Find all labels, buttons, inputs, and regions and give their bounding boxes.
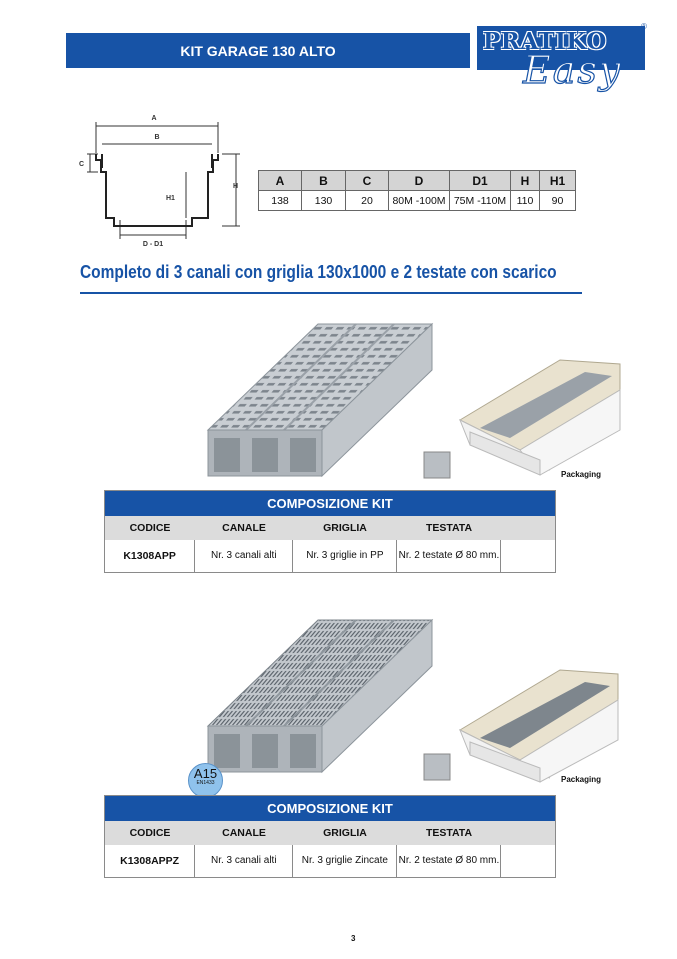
dim-label-h: H <box>233 183 239 190</box>
col-empty <box>501 821 555 845</box>
cell-code: K1308APP <box>105 540 195 572</box>
dimensions-value-row <box>259 191 576 211</box>
cell-testata: Nr. 2 testate Ø 80 mm. <box>397 540 501 572</box>
kit-subtitle: Completo di 3 canali con griglia 130x1000 e 2 testate con scarico <box>80 262 557 282</box>
col-griglia: GRIGLIA <box>323 827 367 839</box>
col-codice: CODICE <box>129 522 171 534</box>
dim-value: 130 <box>302 191 346 211</box>
col-empty <box>501 516 555 540</box>
cell-extra <box>501 845 555 877</box>
cell-canale: Nr. 3 canali alti <box>195 540 293 572</box>
cell-testata: Nr. 2 testate Ø 80 mm. <box>397 845 501 877</box>
col-griglia: GRIGLIA <box>323 522 367 534</box>
cell-canale: Nr. 3 canali alti <box>195 845 293 877</box>
dim-header: H <box>511 171 540 191</box>
page-number: 3 <box>351 934 356 943</box>
kit-galvanized-channels-image <box>200 614 440 776</box>
packaging-label: Packaging <box>561 775 602 784</box>
dim-label-h1: H1 <box>166 195 175 202</box>
kit-composition-table <box>104 795 556 878</box>
dim-value: 75M -110M <box>450 191 511 211</box>
table-row <box>105 845 555 877</box>
cell-code: K1308APPZ <box>105 845 195 877</box>
dim-header: D1 <box>450 171 511 191</box>
channel-section-drawing <box>74 108 249 253</box>
cell-extra <box>501 540 555 572</box>
dimensions-table <box>258 170 576 211</box>
dim-header: B <box>302 171 346 191</box>
page-title: KIT GARAGE 130 ALTO <box>180 42 336 59</box>
dim-value: 20 <box>346 191 389 211</box>
badge-class: A15 <box>193 766 218 781</box>
kit-table-title: COMPOSIZIONE KIT <box>105 796 555 821</box>
packaging-image <box>420 350 625 480</box>
col-canale: CANALE <box>222 827 266 839</box>
pratiko-easy-logo <box>477 22 647 100</box>
page-title-bar <box>66 33 470 68</box>
dim-label-a: A <box>151 115 157 122</box>
logo-registered-mark: ® <box>641 22 647 31</box>
kit-table-header-row <box>105 821 555 845</box>
col-canale: CANALE <box>222 522 266 534</box>
dim-header: H1 <box>540 171 576 191</box>
col-codice: CODICE <box>129 827 171 839</box>
dim-label-c: C <box>79 161 85 168</box>
kit-table-title: COMPOSIZIONE KIT <box>105 491 555 516</box>
table-row <box>105 540 555 572</box>
logo-sub: Easy <box>523 48 623 92</box>
packaging-label: Packaging <box>561 470 602 479</box>
a15-class-badge <box>188 763 223 798</box>
cell-griglia: Nr. 3 griglie Zincate <box>293 845 397 877</box>
dim-header: A <box>259 171 302 191</box>
cell-griglia: Nr. 3 griglie in PP <box>293 540 397 572</box>
logo-brand: PRATIKO <box>483 28 607 55</box>
kit-composition-table <box>104 490 556 573</box>
dim-header: C <box>346 171 389 191</box>
badge-norm: EN1433 <box>196 780 215 786</box>
dim-label-d-d1: D - D1 <box>142 241 164 248</box>
dimensions-header-row <box>259 171 576 191</box>
col-testata: TESTATA <box>425 827 473 839</box>
dim-label-b: B <box>154 134 160 141</box>
packaging-image <box>420 660 625 785</box>
subtitle-divider <box>80 292 582 294</box>
dim-value: 138 <box>259 191 302 211</box>
kit-pp-channels-image <box>200 318 440 480</box>
dim-value: 90 <box>540 191 576 211</box>
dim-value: 110 <box>511 191 540 211</box>
dim-value: 80M -100M <box>389 191 450 211</box>
dim-header: D <box>389 171 450 191</box>
col-testata: TESTATA <box>425 522 473 534</box>
kit-table-header-row <box>105 516 555 540</box>
